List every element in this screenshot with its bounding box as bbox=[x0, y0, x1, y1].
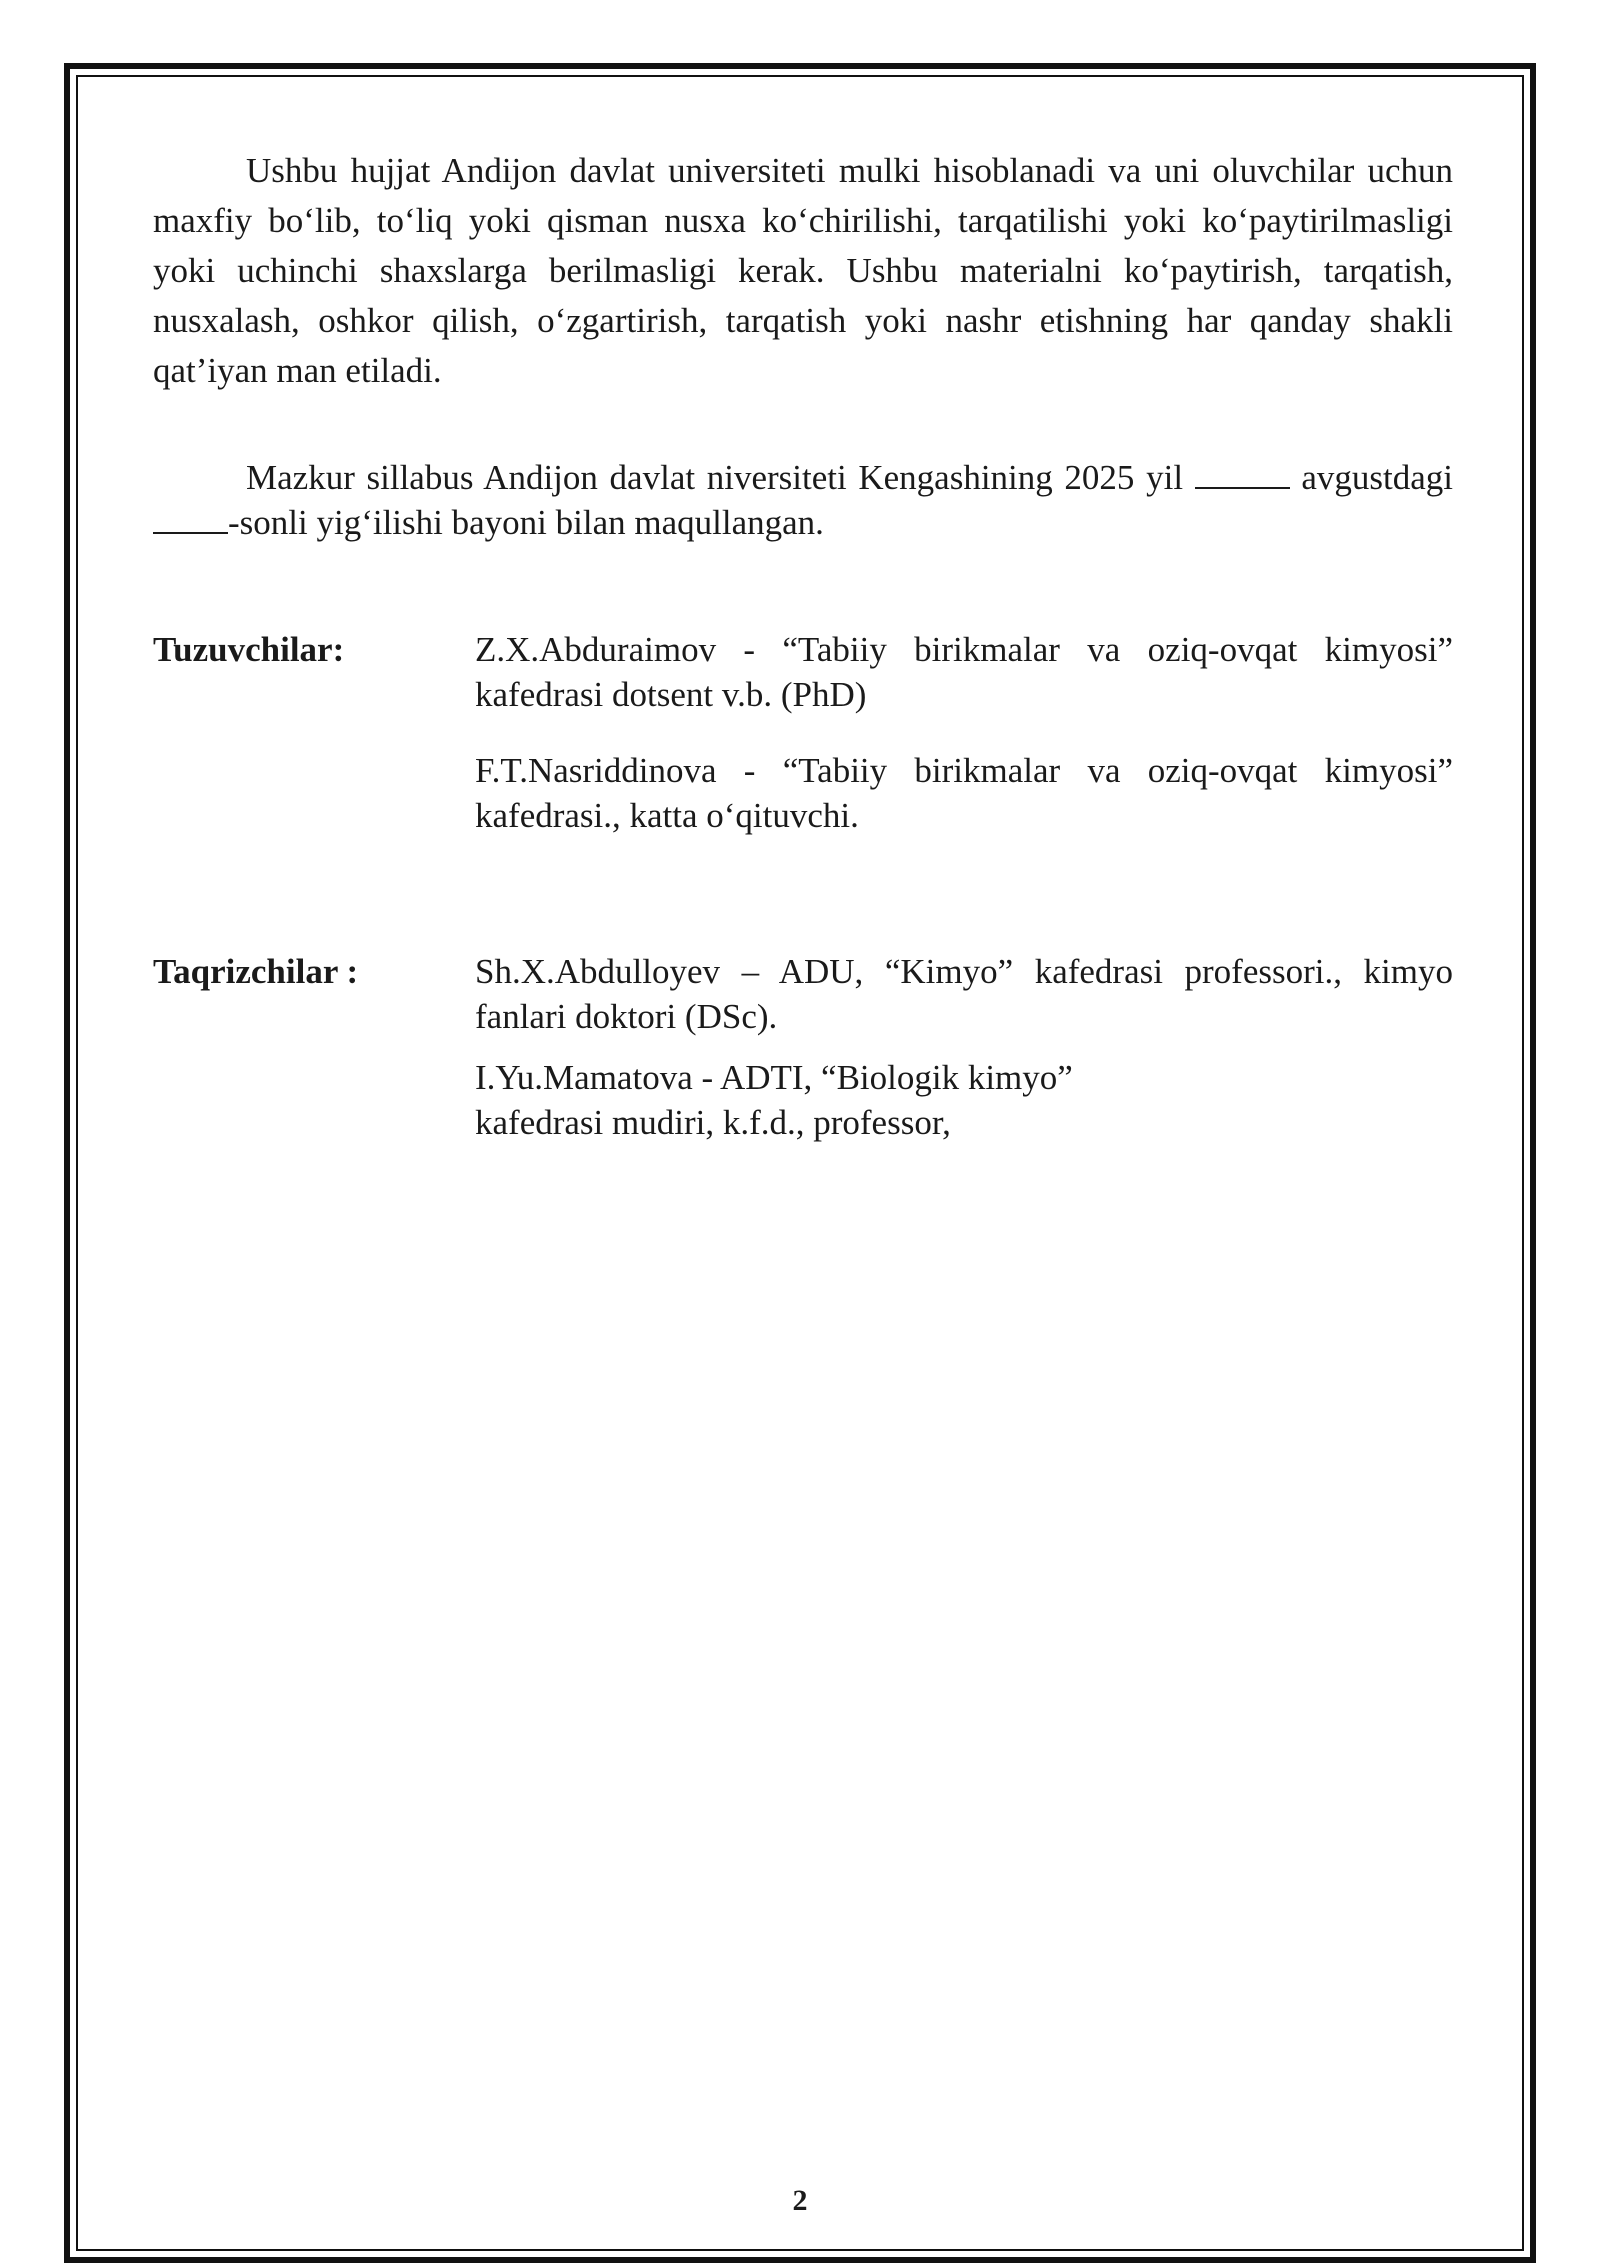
reviewer-entry: Sh.X.Abdulloyev – ADU, “Kimyo” kafedrasi professori., kimyo fanlari doktori (DSc). bbox=[475, 952, 1453, 1036]
reviewer-entry: I.Yu.Mamatova - ADTI, “Biologik kimyo” kafedrasi mudiri, k.f.d., professor, bbox=[475, 1058, 1073, 1142]
day-blank bbox=[1195, 457, 1290, 489]
approval-text-part3: -sonli yig‘ilishi bayoni bilan maqullangan. bbox=[228, 503, 824, 542]
author-entry: F.T.Nasriddinova - “Tabiiy birikmalar va oziq-ovqat kimyosi” kafedrasi., katta o‘qituvchi. bbox=[475, 751, 1453, 835]
authors-label: Tuzuvchilar: bbox=[153, 630, 345, 669]
confidentiality-paragraph: Ushbu hujjat Andijon davlat universiteti mulki hisoblanadi va uni oluvchilar uchun maxfiy bo‘lib, to‘liq yoki qisman nusxa ko‘chirilishi, tarqatilishi yoki ko‘paytirilmasligi yoki uchinchi shaxslarga berilmasligi kerak. Ushbu materialni ko‘paytirish, tarqatish, nusxalash, oshkor qilish, o‘zgartirish, tarqatish yoki nashr etishning har qanday shakli qat’iyan man etiladi. bbox=[153, 151, 1453, 390]
approval-text-part1: Mazkur sillabus Andijon davlat niversiteti Kengashining 2025 yil bbox=[246, 458, 1195, 497]
number-blank bbox=[153, 502, 228, 534]
page-number: 2 bbox=[792, 2184, 808, 2217]
author-entry: Z.X.Abduraimov - “Tabiiy birikmalar va oziq-ovqat kimyosi” kafedrasi dotsent v.b. (PhD) bbox=[475, 630, 1453, 714]
document-body bbox=[153, 146, 1453, 545]
reviewers-list bbox=[475, 949, 1453, 1145]
approval-paragraph bbox=[153, 455, 1453, 545]
authors-list bbox=[475, 627, 1453, 838]
approval-text-part2: avgustdagi bbox=[1289, 458, 1453, 497]
reviewers-label: Taqrizchilar : bbox=[153, 952, 359, 991]
